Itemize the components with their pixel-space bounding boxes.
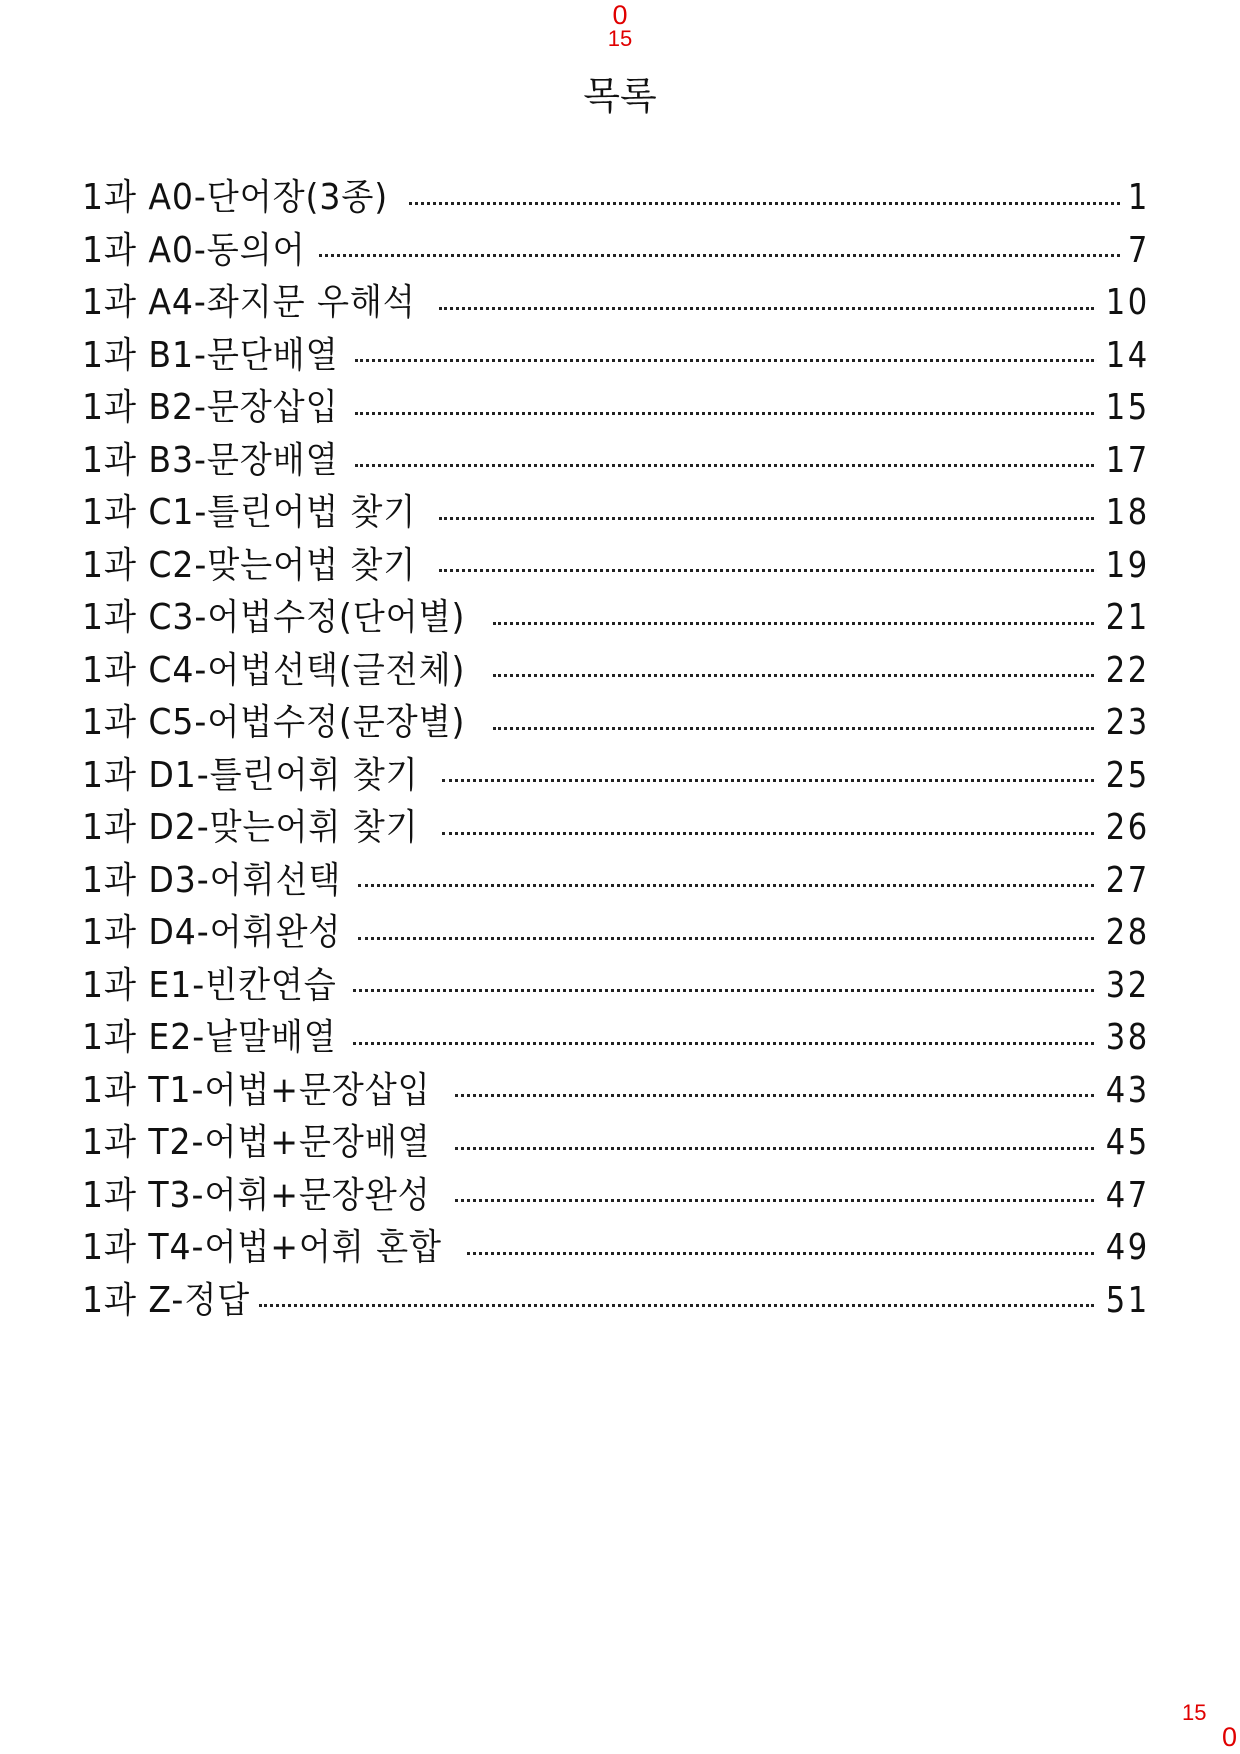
toc-dot-leader bbox=[439, 569, 1094, 572]
toc-dot-leader bbox=[439, 517, 1094, 520]
toc-entry[interactable] bbox=[82, 429, 1150, 482]
top-page-mark-zero: 0 bbox=[612, 0, 628, 30]
toc-entry-page-number: 21 bbox=[1105, 597, 1150, 639]
toc-dot-leader bbox=[493, 622, 1095, 625]
toc-entry[interactable] bbox=[82, 1059, 1150, 1112]
page-title: 목록 bbox=[583, 74, 657, 118]
toc-entry[interactable] bbox=[82, 219, 1150, 272]
toc-dot-leader bbox=[442, 832, 1094, 835]
toc-dot-leader bbox=[409, 202, 1120, 205]
toc-dot-leader bbox=[355, 464, 1094, 467]
toc-entry[interactable] bbox=[82, 796, 1150, 849]
toc-entry[interactable] bbox=[82, 744, 1150, 797]
toc-entry-label: 1과 D4-어휘완성 bbox=[82, 912, 342, 954]
toc-dot-leader bbox=[353, 1042, 1094, 1045]
toc-entry-label: 1과 T3-어휘+문장완성 bbox=[82, 1174, 431, 1216]
top-page-mark-number: 15 bbox=[607, 26, 633, 51]
toc-entry[interactable] bbox=[82, 1269, 1150, 1322]
toc-entry[interactable] bbox=[82, 271, 1150, 324]
toc-entry-page-number: 25 bbox=[1105, 754, 1150, 796]
toc-entry-label: 1과 D2-맞는어휘 찾기 bbox=[82, 807, 419, 849]
toc-dot-leader bbox=[355, 412, 1094, 415]
toc-entry[interactable] bbox=[82, 586, 1150, 639]
toc-entry-label: 1과 E1-빈칸연습 bbox=[82, 964, 337, 1006]
toc-entry-label: 1과 A0-단어장(3종) bbox=[82, 177, 389, 219]
toc-entry-label: 1과 C2-맞는어법 찾기 bbox=[82, 544, 417, 586]
toc-entry-page-number: 19 bbox=[1105, 544, 1150, 586]
toc-dot-leader bbox=[355, 359, 1094, 362]
toc-entry[interactable] bbox=[82, 901, 1150, 954]
toc-entry-label: 1과 A4-좌지문 우해석 bbox=[82, 282, 416, 324]
toc-dot-leader bbox=[467, 1252, 1094, 1255]
toc-dot-leader bbox=[455, 1147, 1094, 1150]
toc-entry-page-number: 28 bbox=[1105, 912, 1150, 954]
toc-dot-leader bbox=[455, 1199, 1094, 1202]
toc-entry[interactable] bbox=[82, 481, 1150, 534]
toc-dot-leader bbox=[319, 254, 1120, 257]
toc-entry-page-number: 15 bbox=[1105, 387, 1150, 429]
toc-dot-leader bbox=[259, 1304, 1094, 1307]
toc-entry-page-number: 32 bbox=[1105, 964, 1150, 1006]
toc-entry[interactable] bbox=[82, 376, 1150, 429]
toc-entry-page-number: 38 bbox=[1105, 1017, 1150, 1059]
toc-entry-page-number: 43 bbox=[1105, 1069, 1150, 1111]
toc-entry-page-number: 17 bbox=[1105, 439, 1150, 481]
toc-entry-page-number: 27 bbox=[1105, 859, 1150, 901]
toc-entry-page-number: 51 bbox=[1105, 1279, 1150, 1321]
toc-dot-leader bbox=[493, 674, 1095, 677]
toc-dot-leader bbox=[358, 884, 1094, 887]
toc-entry-page-number: 47 bbox=[1105, 1174, 1150, 1216]
toc-entry-label: 1과 C1-틀린어법 찾기 bbox=[82, 492, 417, 534]
toc-entry-label: 1과 B2-문장삽입 bbox=[82, 387, 339, 429]
toc-dot-leader bbox=[442, 779, 1094, 782]
toc-entry-page-number: 22 bbox=[1105, 649, 1150, 691]
table-of-contents bbox=[82, 166, 1150, 1321]
toc-entry-label: 1과 C5-어법수정(문장별) bbox=[82, 702, 466, 744]
toc-entry-label: 1과 E2-낱말배열 bbox=[82, 1017, 337, 1059]
toc-entry[interactable] bbox=[82, 1006, 1150, 1059]
toc-entry[interactable] bbox=[82, 1111, 1150, 1164]
toc-entry-label: 1과 T2-어법+문장배열 bbox=[82, 1122, 431, 1164]
toc-entry-page-number: 18 bbox=[1105, 492, 1150, 534]
toc-dot-leader bbox=[455, 1094, 1094, 1097]
toc-entry-label: 1과 D1-틀린어휘 찾기 bbox=[82, 754, 419, 796]
toc-entry-label: 1과 T1-어법+문장삽입 bbox=[82, 1069, 431, 1111]
toc-entry[interactable] bbox=[82, 1164, 1150, 1217]
bottom-page-mark-zero: 0 bbox=[1222, 1722, 1238, 1752]
toc-entry[interactable] bbox=[82, 691, 1150, 744]
toc-entry-label: 1과 A0-동의어 bbox=[82, 229, 306, 271]
toc-entry-label: 1과 C4-어법선택(글전체) bbox=[82, 649, 466, 691]
toc-entry[interactable] bbox=[82, 849, 1150, 902]
toc-entry-page-number: 7 bbox=[1127, 229, 1150, 271]
bottom-page-mark-number: 15 bbox=[1182, 1700, 1207, 1725]
toc-dot-leader bbox=[493, 727, 1095, 730]
toc-dot-leader bbox=[353, 989, 1094, 992]
toc-entry-label: 1과 Z-정답 bbox=[82, 1279, 251, 1321]
toc-entry[interactable] bbox=[82, 166, 1150, 219]
toc-entry-label: 1과 D3-어휘선택 bbox=[82, 859, 342, 901]
toc-entry-page-number: 1 bbox=[1127, 177, 1150, 219]
toc-entry[interactable] bbox=[82, 534, 1150, 587]
toc-entry-page-number: 14 bbox=[1105, 334, 1150, 376]
toc-entry-label: 1과 C3-어법수정(단어별) bbox=[82, 597, 466, 639]
toc-entry-label: 1과 B1-문단배열 bbox=[82, 334, 339, 376]
toc-entry-page-number: 10 bbox=[1105, 282, 1150, 324]
toc-entry-page-number: 23 bbox=[1105, 702, 1150, 744]
toc-entry-page-number: 45 bbox=[1105, 1122, 1150, 1164]
toc-dot-leader bbox=[358, 937, 1094, 940]
toc-entry-label: 1과 T4-어법+어휘 혼합 bbox=[82, 1227, 442, 1269]
toc-entry[interactable] bbox=[82, 639, 1150, 692]
toc-entry-page-number: 26 bbox=[1105, 807, 1150, 849]
toc-dot-leader bbox=[439, 307, 1094, 310]
toc-entry[interactable] bbox=[82, 324, 1150, 377]
toc-entry-label: 1과 B3-문장배열 bbox=[82, 439, 339, 481]
toc-entry[interactable] bbox=[82, 954, 1150, 1007]
toc-entry[interactable] bbox=[82, 1216, 1150, 1269]
toc-entry-page-number: 49 bbox=[1105, 1227, 1150, 1269]
